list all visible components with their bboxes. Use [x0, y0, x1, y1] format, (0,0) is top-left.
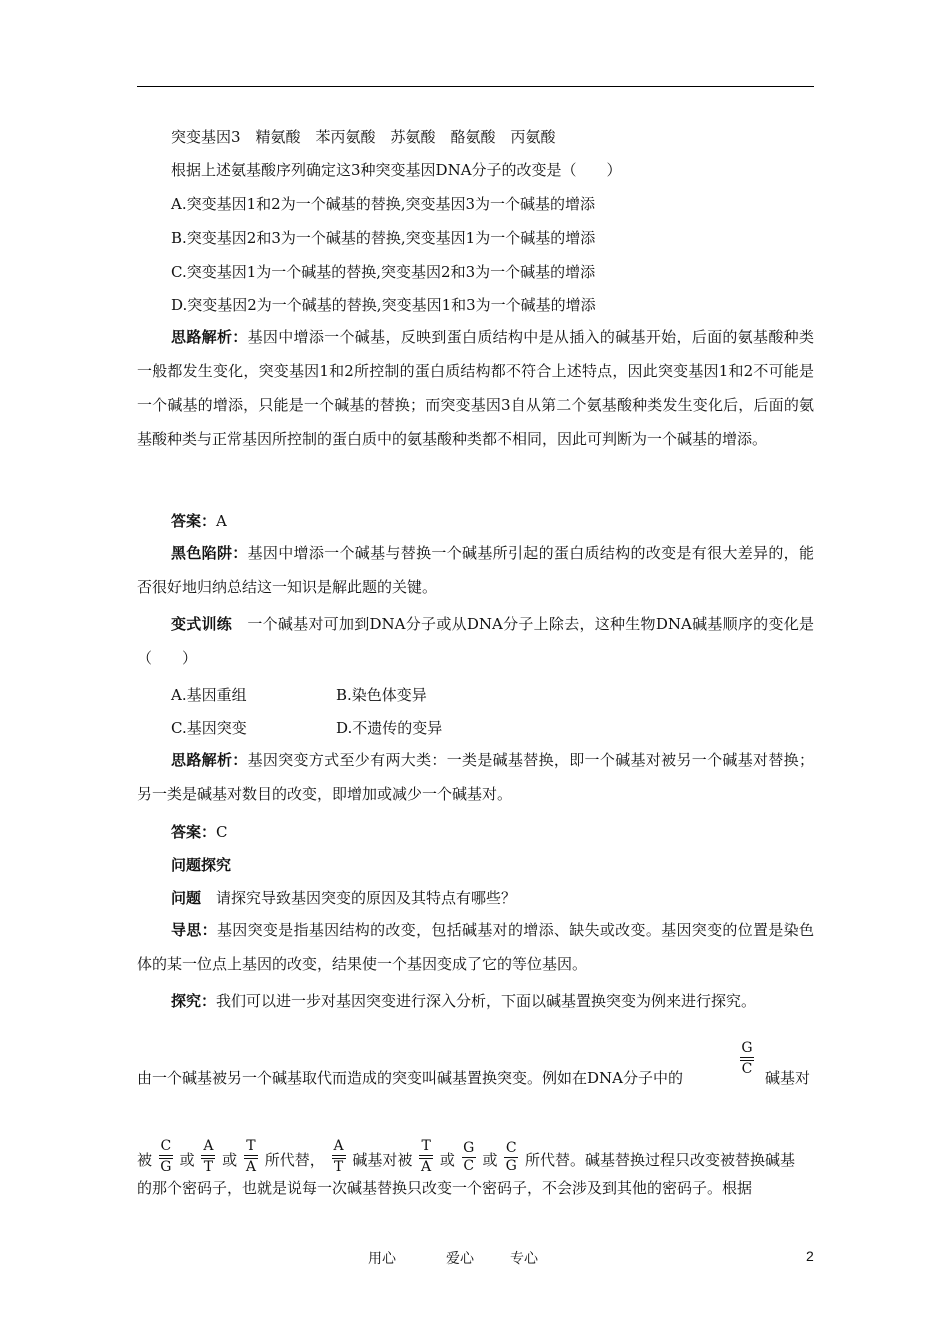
base-bottom: T	[333, 1159, 344, 1175]
base-pair-word: 碱基对	[765, 1069, 811, 1087]
answer-label: 答案：	[171, 823, 217, 841]
base-bottom: C	[741, 1061, 753, 1077]
footer-motto-1: 用心	[368, 1251, 396, 1267]
question-label: 问题	[171, 889, 202, 907]
variant-option-b: B.染色体变异	[336, 686, 427, 704]
base-pair-at	[201, 1138, 215, 1176]
base-bottom: T	[203, 1159, 214, 1175]
analysis-paragraph-1	[137, 320, 814, 456]
base-top: C	[505, 1139, 517, 1156]
question-stem: 根据上述氨基酸序列确定这3种突变基因DNA分子的改变是（ ）	[171, 161, 622, 179]
analysis-text: 基因突变方式至少有两大类：一类是碱基替换，即一个碱基对被另一个碱基对替换；另一类是碱基对数目的改变，即增加或减少一个碱基对。	[137, 751, 814, 803]
base-top: A	[333, 1138, 344, 1154]
base-top: G	[463, 1139, 475, 1156]
word-huo: 或	[222, 1151, 238, 1169]
guide-paragraph	[137, 913, 814, 981]
base-top: C	[160, 1138, 172, 1154]
variant-text: 一个碱基对可加到DNA分子或从DNA分子上除去，这种生物DNA碱基顺序的变化是（ ）	[137, 615, 814, 667]
substitution-intro-line	[137, 1068, 683, 1088]
page-number: 2	[806, 1248, 814, 1264]
trap-paragraph	[137, 536, 814, 604]
option-b: B.突变基因2和3为一个碱基的替换,突变基因1为一个碱基的增添	[171, 229, 596, 247]
guide-label: 导思：	[171, 921, 217, 939]
analysis-label: 思路解析：	[171, 751, 248, 769]
word-huo: 或	[439, 1151, 455, 1169]
base-top: A	[203, 1138, 214, 1154]
analysis-label: 思路解析：	[171, 328, 248, 346]
trap-label: 黑色陷阱：	[171, 544, 248, 562]
variant-label: 变式训练	[171, 615, 233, 633]
analysis-paragraph-2	[137, 743, 814, 811]
base-pair-cg	[159, 1138, 173, 1176]
option-d: D.突变基因2为一个碱基的替换,突变基因1和3为一个碱基的增添	[171, 296, 596, 314]
explore-paragraph	[137, 984, 814, 1018]
variant-option-d: D.不遗传的变异	[336, 719, 443, 737]
word-huo: 或	[179, 1151, 195, 1169]
base-pair-cg	[504, 1140, 518, 1175]
base-bottom: A	[421, 1159, 432, 1175]
question-line	[171, 888, 516, 908]
variant-options-row-2	[171, 718, 571, 738]
word-huo: 或	[482, 1151, 498, 1169]
base-pair-ta	[419, 1138, 433, 1176]
base-pair-gc	[462, 1140, 476, 1175]
guide-text: 基因突变是指基因结构的改变，包括碱基对的增添、缺失或改变。基因突变的位置是染色体的某一位点上基因的改变，结果使一个基因变成了它的等位基因。	[137, 921, 814, 973]
answer-2	[171, 822, 228, 842]
base-pair-at	[332, 1138, 346, 1176]
base-bottom: G	[160, 1159, 172, 1175]
option-a: A.突变基因1和2为一个碱基的替换,突变基因3为一个碱基的增添	[171, 195, 596, 213]
trap-text: 基因中增添一个碱基与替换一个碱基所引起的蛋白质结构的改变是有很大差异的，能否很好地归纳总结这一知识是解此题的关键。	[137, 544, 814, 596]
pair-line	[137, 1138, 796, 1180]
word-daiti2: 所代替。碱基替换过程只改变被替换碱基	[525, 1151, 796, 1169]
variant-paragraph	[137, 607, 814, 675]
base-pair-ta	[244, 1138, 258, 1176]
variant-option-c: C.基因突变	[171, 719, 247, 737]
base-bottom: G	[505, 1157, 517, 1174]
footer-motto-2: 爱心	[446, 1251, 474, 1267]
base-bottom: A	[245, 1159, 257, 1175]
explore-text: 我们可以进一步对基因突变进行深入分析，下面以碱基置换突变为例来进行探究。	[216, 992, 757, 1010]
answer-1	[171, 511, 227, 531]
variant-options-row-1	[171, 685, 571, 705]
codon-line: 的那个密码子，也就是说每一次碱基替换只改变一个密码子，不会涉及到其他的密码子。根据	[137, 1179, 753, 1197]
word-daiti: 所代替，	[264, 1151, 325, 1169]
answer-value: C	[216, 823, 228, 841]
base-top: T	[246, 1138, 256, 1154]
header-rule	[137, 86, 814, 87]
substitution-intro-text: 由一个碱基被另一个碱基取代而造成的突变叫碱基置换突变。例如在DNA分子中的	[137, 1069, 683, 1087]
answer-label: 答案：	[171, 512, 217, 530]
base-top: T	[421, 1138, 431, 1154]
base-pair-gc	[740, 1040, 754, 1078]
footer-motto-3: 专心	[510, 1251, 538, 1267]
variant-option-a: A.基因重组	[171, 686, 247, 704]
mutant-gene-3-line: 突变基因3 精氨酸 苯丙氨酸 苏氨酸 酪氨酸 丙氨酸	[171, 128, 556, 146]
base-bottom: C	[463, 1157, 475, 1174]
question-text: 请探究导致基因突变的原因及其特点有哪些？	[201, 889, 517, 907]
word-bei: 被	[137, 1151, 153, 1169]
word-jiduibei: 碱基对被	[352, 1151, 413, 1169]
answer-value: A	[216, 512, 227, 530]
base-top: G	[741, 1040, 753, 1056]
section-title: 问题探究	[171, 856, 232, 874]
analysis-text: 基因中增添一个碱基，反映到蛋白质结构中是从插入的碱基开始，后面的氨基酸种类一般都发生变化，突变基因1和2所控制的蛋白质结构都不符合上述特点，因此突变基因1和2不可能是一个碱基的增添，只能是一个碱基的替换；而突变基因3自从第二个氨基酸种类发生变化后，后面的氨基酸种类与正常基因所控制的蛋白质中的氨基酸种类都不相同，因此可判断为一个碱基的增添。	[137, 328, 814, 448]
option-c: C.突变基因1为一个碱基的替换,突变基因2和3为一个碱基的增添	[171, 263, 596, 281]
explore-label: 探究：	[171, 992, 217, 1010]
